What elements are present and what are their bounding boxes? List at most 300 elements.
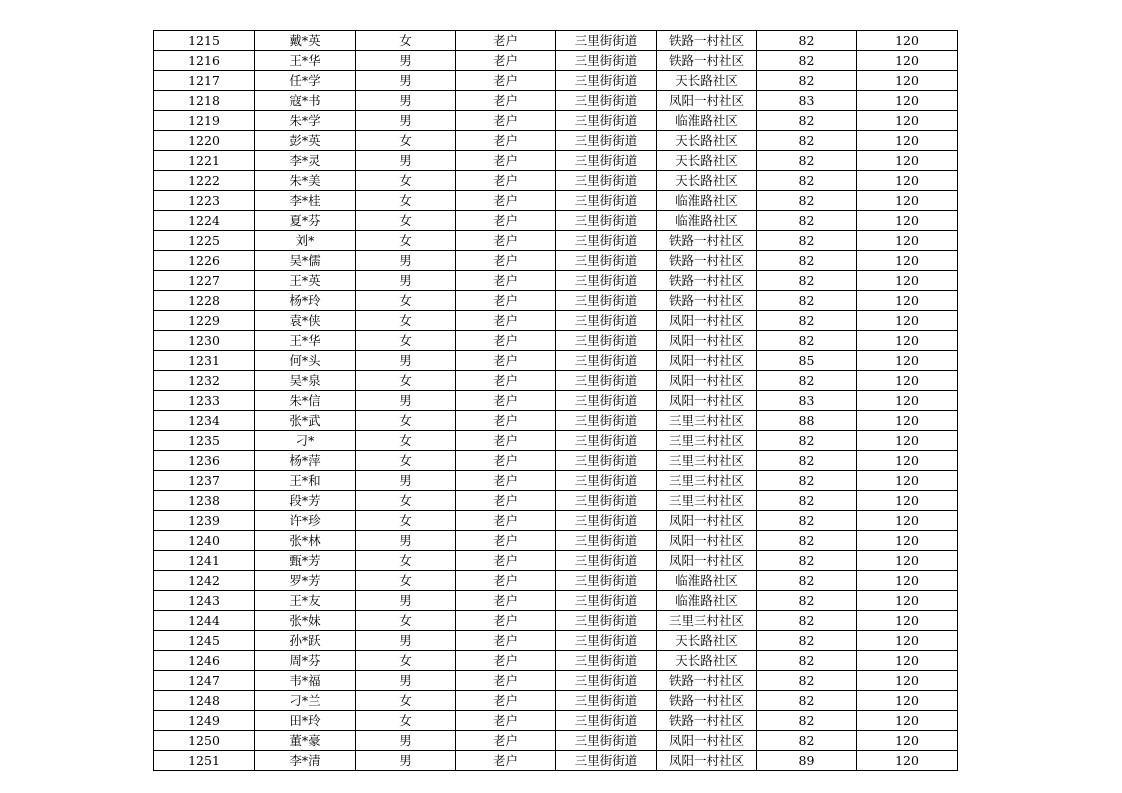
table-row [154,471,958,491]
cell-household-type: 老户 [456,351,556,371]
cell-serial-number: 1220 [154,131,255,151]
table-row [154,511,958,531]
cell-community: 三里三村社区 [657,491,757,511]
cell-amount: 120 [857,171,958,191]
cell-household-type: 老户 [456,291,556,311]
cell-name: 李*清 [255,751,356,771]
cell-community: 铁路一村社区 [657,671,757,691]
cell-street: 三里街街道 [556,511,657,531]
cell-amount: 120 [857,371,958,391]
cell-serial-number: 1244 [154,611,255,631]
cell-name: 许*珍 [255,511,356,531]
cell-gender: 男 [356,91,456,111]
cell-street: 三里街街道 [556,111,657,131]
cell-household-type: 老户 [456,71,556,91]
cell-serial-number: 1231 [154,351,255,371]
cell-name: 王*英 [255,271,356,291]
cell-gender: 男 [356,51,456,71]
table-row [154,111,958,131]
cell-gender: 女 [356,571,456,591]
cell-street: 三里街街道 [556,271,657,291]
table-row [154,651,958,671]
cell-household-type: 老户 [456,511,556,531]
cell-age: 82 [757,651,857,671]
cell-serial-number: 1226 [154,251,255,271]
cell-amount: 120 [857,31,958,51]
cell-age: 82 [757,551,857,571]
cell-household-type: 老户 [456,371,556,391]
cell-street: 三里街街道 [556,191,657,211]
cell-amount: 120 [857,551,958,571]
cell-age: 82 [757,151,857,171]
cell-name: 朱*信 [255,391,356,411]
cell-amount: 120 [857,411,958,431]
cell-gender: 男 [356,531,456,551]
cell-amount: 120 [857,211,958,231]
cell-serial-number: 1224 [154,211,255,231]
cell-street: 三里街街道 [556,51,657,71]
cell-age: 82 [757,451,857,471]
cell-gender: 女 [356,291,456,311]
cell-household-type: 老户 [456,391,556,411]
cell-street: 三里街街道 [556,571,657,591]
cell-amount: 120 [857,491,958,511]
cell-amount: 120 [857,271,958,291]
cell-name: 吴*泉 [255,371,356,391]
table-row [154,491,958,511]
cell-household-type: 老户 [456,211,556,231]
cell-name: 张*妹 [255,611,356,631]
cell-name: 刁* [255,431,356,451]
table-row [154,451,958,471]
table-row [154,591,958,611]
cell-household-type: 老户 [456,591,556,611]
cell-household-type: 老户 [456,471,556,491]
cell-serial-number: 1227 [154,271,255,291]
cell-age: 82 [757,171,857,191]
cell-household-type: 老户 [456,131,556,151]
cell-street: 三里街街道 [556,251,657,271]
cell-name: 寇*书 [255,91,356,111]
cell-household-type: 老户 [456,111,556,131]
cell-age: 88 [757,411,857,431]
table-row [154,211,958,231]
cell-serial-number: 1232 [154,371,255,391]
cell-household-type: 老户 [456,411,556,431]
cell-gender: 男 [356,111,456,131]
cell-community: 三里三村社区 [657,471,757,491]
table-row [154,131,958,151]
cell-street: 三里街街道 [556,71,657,91]
cell-age: 82 [757,251,857,271]
cell-age: 82 [757,371,857,391]
cell-age: 82 [757,111,857,131]
cell-name: 张*林 [255,531,356,551]
cell-community: 天长路社区 [657,151,757,171]
cell-street: 三里街街道 [556,711,657,731]
cell-street: 三里街街道 [556,171,657,191]
cell-serial-number: 1216 [154,51,255,71]
cell-community: 凤阳一村社区 [657,531,757,551]
cell-name: 杨*萍 [255,451,356,471]
table-row [154,31,958,51]
cell-amount: 120 [857,611,958,631]
cell-amount: 120 [857,471,958,491]
cell-community: 临淮路社区 [657,191,757,211]
table-row [154,431,958,451]
cell-age: 82 [757,671,857,691]
cell-name: 杨*玲 [255,291,356,311]
cell-community: 临淮路社区 [657,111,757,131]
cell-amount: 120 [857,231,958,251]
cell-name: 李*灵 [255,151,356,171]
table-row [154,191,958,211]
table-row [154,411,958,431]
cell-gender: 男 [356,731,456,751]
cell-household-type: 老户 [456,671,556,691]
table-row [154,151,958,171]
cell-amount: 120 [857,251,958,271]
cell-amount: 120 [857,591,958,611]
cell-community: 凤阳一村社区 [657,371,757,391]
table-row [154,631,958,651]
cell-amount: 120 [857,671,958,691]
table-row [154,51,958,71]
cell-street: 三里街街道 [556,311,657,331]
cell-gender: 男 [356,631,456,651]
cell-street: 三里街街道 [556,351,657,371]
cell-name: 王*和 [255,471,356,491]
cell-street: 三里街街道 [556,291,657,311]
cell-name: 王*华 [255,51,356,71]
table-row [154,391,958,411]
cell-household-type: 老户 [456,151,556,171]
cell-household-type: 老户 [456,171,556,191]
cell-gender: 女 [356,371,456,391]
cell-age: 82 [757,591,857,611]
cell-amount: 120 [857,511,958,531]
cell-gender: 男 [356,271,456,291]
cell-serial-number: 1228 [154,291,255,311]
cell-household-type: 老户 [456,251,556,271]
cell-street: 三里街街道 [556,371,657,391]
cell-name: 王*友 [255,591,356,611]
cell-community: 凤阳一村社区 [657,311,757,331]
cell-gender: 女 [356,311,456,331]
cell-serial-number: 1217 [154,71,255,91]
cell-age: 89 [757,751,857,771]
cell-age: 82 [757,431,857,451]
cell-serial-number: 1222 [154,171,255,191]
cell-community: 凤阳一村社区 [657,331,757,351]
cell-serial-number: 1240 [154,531,255,551]
cell-street: 三里街街道 [556,751,657,771]
cell-serial-number: 1249 [154,711,255,731]
cell-community: 天长路社区 [657,631,757,651]
cell-name: 任*学 [255,71,356,91]
cell-gender: 女 [356,31,456,51]
cell-amount: 120 [857,751,958,771]
cell-gender: 男 [356,391,456,411]
table-row [154,711,958,731]
cell-name: 袁*侠 [255,311,356,331]
cell-street: 三里街街道 [556,431,657,451]
cell-street: 三里街街道 [556,231,657,251]
cell-community: 三里三村社区 [657,611,757,631]
cell-amount: 120 [857,691,958,711]
cell-household-type: 老户 [456,711,556,731]
table-row [154,231,958,251]
cell-age: 82 [757,531,857,551]
cell-serial-number: 1242 [154,571,255,591]
cell-age: 82 [757,191,857,211]
cell-gender: 女 [356,691,456,711]
cell-name: 甄*芳 [255,551,356,571]
cell-amount: 120 [857,151,958,171]
cell-serial-number: 1243 [154,591,255,611]
cell-household-type: 老户 [456,731,556,751]
cell-serial-number: 1218 [154,91,255,111]
table-row [154,331,958,351]
cell-name: 何*头 [255,351,356,371]
cell-amount: 120 [857,711,958,731]
cell-household-type: 老户 [456,51,556,71]
cell-name: 王*华 [255,331,356,351]
cell-age: 82 [757,271,857,291]
cell-serial-number: 1250 [154,731,255,751]
cell-serial-number: 1233 [154,391,255,411]
cell-community: 铁路一村社区 [657,231,757,251]
cell-gender: 女 [356,411,456,431]
table-row [154,91,958,111]
cell-community: 凤阳一村社区 [657,351,757,371]
cell-community: 凤阳一村社区 [657,91,757,111]
cell-gender: 女 [356,451,456,471]
cell-street: 三里街街道 [556,491,657,511]
cell-name: 朱*美 [255,171,356,191]
cell-community: 三里三村社区 [657,451,757,471]
cell-gender: 女 [356,171,456,191]
table-row [154,751,958,771]
cell-household-type: 老户 [456,191,556,211]
cell-community: 天长路社区 [657,71,757,91]
cell-amount: 120 [857,331,958,351]
data-table [153,30,958,771]
cell-street: 三里街街道 [556,211,657,231]
table-row [154,571,958,591]
cell-serial-number: 1247 [154,671,255,691]
cell-serial-number: 1238 [154,491,255,511]
cell-age: 82 [757,731,857,751]
cell-amount: 120 [857,651,958,671]
cell-amount: 120 [857,51,958,71]
cell-age: 82 [757,311,857,331]
table-body [154,31,958,771]
cell-name: 韦*福 [255,671,356,691]
cell-age: 82 [757,51,857,71]
table-row [154,311,958,331]
cell-amount: 120 [857,191,958,211]
cell-gender: 女 [356,431,456,451]
cell-street: 三里街街道 [556,151,657,171]
cell-community: 临淮路社区 [657,571,757,591]
cell-gender: 女 [356,231,456,251]
cell-household-type: 老户 [456,491,556,511]
cell-age: 82 [757,471,857,491]
cell-household-type: 老户 [456,271,556,291]
cell-gender: 女 [356,551,456,571]
cell-age: 82 [757,71,857,91]
cell-amount: 120 [857,111,958,131]
cell-serial-number: 1235 [154,431,255,451]
cell-age: 82 [757,631,857,651]
cell-community: 铁路一村社区 [657,291,757,311]
cell-gender: 男 [356,591,456,611]
cell-gender: 女 [356,511,456,531]
cell-gender: 女 [356,211,456,231]
cell-name: 周*芬 [255,651,356,671]
cell-amount: 120 [857,131,958,151]
table-row [154,731,958,751]
cell-community: 天长路社区 [657,651,757,671]
cell-household-type: 老户 [456,331,556,351]
cell-gender: 男 [356,351,456,371]
cell-community: 铁路一村社区 [657,711,757,731]
table-row [154,691,958,711]
cell-age: 83 [757,391,857,411]
cell-street: 三里街街道 [556,591,657,611]
cell-gender: 女 [356,131,456,151]
cell-gender: 女 [356,331,456,351]
cell-community: 三里三村社区 [657,411,757,431]
table-row [154,611,958,631]
cell-community: 铁路一村社区 [657,51,757,71]
cell-street: 三里街街道 [556,731,657,751]
cell-community: 凤阳一村社区 [657,751,757,771]
cell-age: 82 [757,211,857,231]
cell-name: 张*武 [255,411,356,431]
cell-serial-number: 1251 [154,751,255,771]
cell-household-type: 老户 [456,531,556,551]
cell-household-type: 老户 [456,451,556,471]
cell-street: 三里街街道 [556,551,657,571]
cell-name: 罗*芳 [255,571,356,591]
cell-serial-number: 1241 [154,551,255,571]
table-row [154,271,958,291]
cell-street: 三里街街道 [556,31,657,51]
cell-community: 凤阳一村社区 [657,731,757,751]
cell-name: 刁*兰 [255,691,356,711]
cell-household-type: 老户 [456,31,556,51]
cell-gender: 女 [356,611,456,631]
cell-name: 戴*英 [255,31,356,51]
cell-street: 三里街街道 [556,651,657,671]
cell-age: 82 [757,131,857,151]
cell-serial-number: 1229 [154,311,255,331]
cell-household-type: 老户 [456,651,556,671]
cell-gender: 男 [356,671,456,691]
cell-community: 凤阳一村社区 [657,511,757,531]
cell-amount: 120 [857,311,958,331]
cell-community: 铁路一村社区 [657,31,757,51]
cell-amount: 120 [857,531,958,551]
cell-name: 吴*儒 [255,251,356,271]
table-row [154,291,958,311]
cell-serial-number: 1236 [154,451,255,471]
cell-gender: 男 [356,71,456,91]
cell-amount: 120 [857,571,958,591]
cell-street: 三里街街道 [556,631,657,651]
table-row [154,531,958,551]
cell-community: 三里三村社区 [657,431,757,451]
cell-amount: 120 [857,431,958,451]
cell-amount: 120 [857,351,958,371]
cell-community: 凤阳一村社区 [657,551,757,571]
cell-household-type: 老户 [456,431,556,451]
table-row [154,671,958,691]
cell-street: 三里街街道 [556,531,657,551]
cell-name: 彭*英 [255,131,356,151]
cell-street: 三里街街道 [556,391,657,411]
cell-community: 凤阳一村社区 [657,391,757,411]
cell-name: 刘* [255,231,356,251]
cell-amount: 120 [857,451,958,471]
cell-age: 82 [757,291,857,311]
cell-serial-number: 1237 [154,471,255,491]
cell-serial-number: 1223 [154,191,255,211]
cell-street: 三里街街道 [556,451,657,471]
cell-amount: 120 [857,71,958,91]
cell-gender: 男 [356,151,456,171]
cell-amount: 120 [857,731,958,751]
cell-gender: 男 [356,751,456,771]
cell-household-type: 老户 [456,631,556,651]
cell-community: 临淮路社区 [657,591,757,611]
cell-street: 三里街街道 [556,91,657,111]
cell-amount: 120 [857,391,958,411]
cell-street: 三里街街道 [556,691,657,711]
cell-gender: 女 [356,491,456,511]
cell-age: 82 [757,31,857,51]
cell-age: 82 [757,331,857,351]
cell-gender: 男 [356,251,456,271]
cell-name: 李*桂 [255,191,356,211]
cell-serial-number: 1230 [154,331,255,351]
cell-street: 三里街街道 [556,671,657,691]
table-row [154,371,958,391]
cell-street: 三里街街道 [556,611,657,631]
cell-age: 82 [757,611,857,631]
table-row [154,251,958,271]
cell-community: 天长路社区 [657,131,757,151]
cell-street: 三里街街道 [556,471,657,491]
cell-serial-number: 1246 [154,651,255,671]
cell-serial-number: 1248 [154,691,255,711]
cell-name: 段*芳 [255,491,356,511]
cell-serial-number: 1239 [154,511,255,531]
cell-household-type: 老户 [456,551,556,571]
cell-gender: 女 [356,711,456,731]
cell-serial-number: 1221 [154,151,255,171]
cell-name: 孙*跃 [255,631,356,651]
table-row [154,71,958,91]
cell-amount: 120 [857,631,958,651]
table-row [154,351,958,371]
cell-name: 夏*芬 [255,211,356,231]
cell-age: 82 [757,691,857,711]
cell-street: 三里街街道 [556,331,657,351]
cell-age: 83 [757,91,857,111]
